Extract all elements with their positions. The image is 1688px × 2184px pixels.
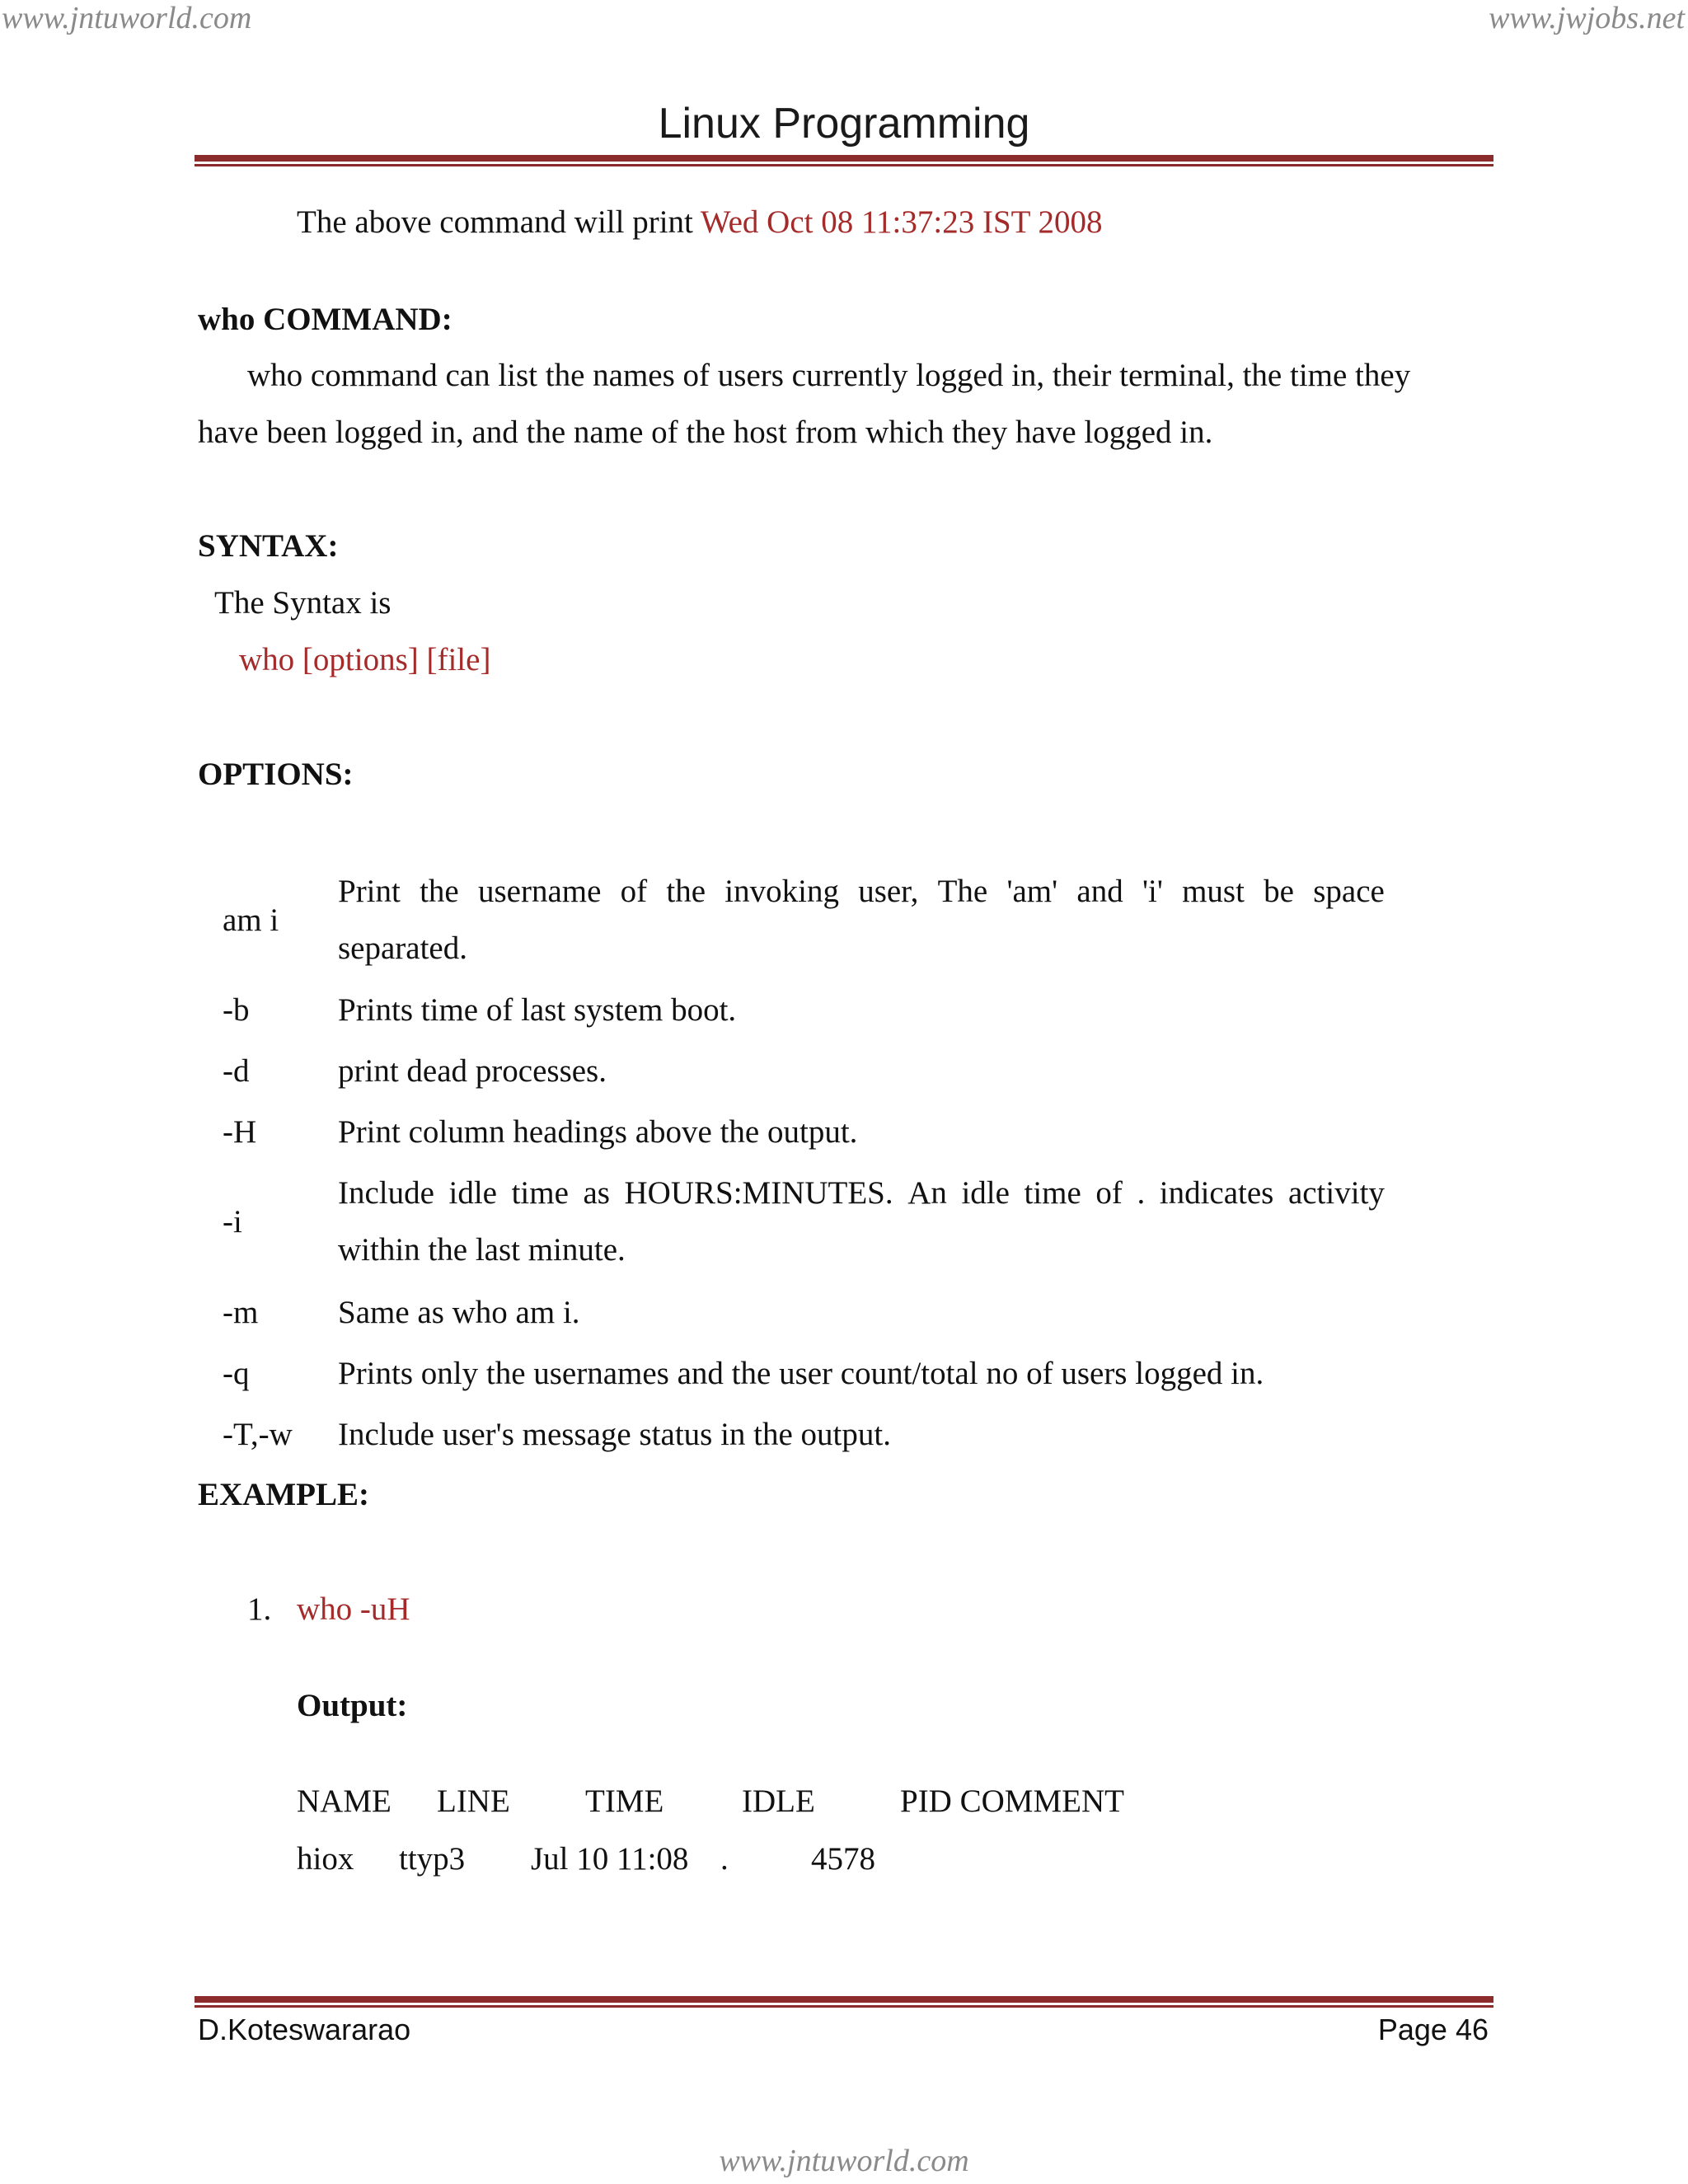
output-column-header: PID COMMENT (900, 1783, 1124, 1819)
option-flag: -T,-w (223, 1417, 293, 1452)
watermark-top-left: www.jntuworld.com (2, 1, 252, 35)
output-column-header: TIME (585, 1783, 664, 1819)
footer-rule-thick (195, 1996, 1493, 2003)
intro-line (297, 206, 1103, 238)
option-desc-word: time (1024, 1175, 1081, 1211)
watermark-top-right: www.jwjobs.net (1489, 1, 1685, 35)
option-flag: -i (223, 1204, 242, 1240)
page-title: Linux Programming (658, 100, 1030, 148)
option-desc-word: of (1095, 1175, 1123, 1211)
output-cell: ttyp3 (399, 1841, 466, 1877)
option-desc-word: idle (448, 1175, 497, 1211)
option-desc-word: Include (338, 1175, 434, 1211)
header-rule-thin (195, 164, 1493, 166)
who-heading: who COMMAND: (198, 302, 452, 337)
intro-output: Wed Oct 08 11:37:23 IST 2008 (700, 204, 1103, 240)
output-label: Output: (297, 1688, 408, 1723)
option-desc-justified (338, 1177, 1385, 1209)
output-cell: hiox (297, 1841, 354, 1877)
example-command: who -uH (297, 1591, 410, 1627)
option-desc-word: be (1264, 874, 1294, 909)
option-desc: Print column headings above the output. (338, 1114, 858, 1150)
option-desc-line2: within the last minute. (338, 1232, 626, 1268)
option-desc-word: space (1313, 874, 1385, 909)
option-flag: -b (223, 992, 250, 1028)
footer-author: D.Koteswararao (198, 2013, 411, 2046)
option-flag: -m (223, 1295, 259, 1330)
option-desc-word: must (1182, 874, 1245, 909)
option-desc: Same as who am i. (338, 1295, 580, 1330)
option-desc-word: . (1137, 1175, 1146, 1211)
option-desc-word: The (937, 874, 988, 909)
option-desc-word: invoking (724, 874, 839, 909)
option-desc-word: HOURS:MINUTES. (624, 1175, 893, 1211)
footer-rule-thin (195, 2005, 1493, 2008)
option-desc: print dead processes. (338, 1053, 607, 1089)
header-rule-thick (195, 155, 1493, 162)
output-column-header: NAME (297, 1783, 392, 1819)
option-desc-word: idle (961, 1175, 1010, 1211)
syntax-intro: The Syntax is (214, 585, 392, 621)
option-desc-word: as (583, 1175, 610, 1211)
option-desc-word: user, (858, 874, 919, 909)
who-desc-line2: have been logged in, and the name of the host from which they have logged in. (198, 415, 1213, 450)
option-desc-word: Print (338, 874, 401, 909)
option-flag: -H (223, 1114, 257, 1150)
output-cell: Jul 10 11:08 (531, 1841, 689, 1877)
example-item-number: 1. (247, 1591, 272, 1627)
option-desc-word: the (666, 874, 706, 909)
syntax-command: who [options] [file] (239, 642, 491, 677)
watermark-bottom: www.jntuworld.com (719, 2144, 969, 2178)
option-desc: Include user's message status in the output. (338, 1417, 891, 1452)
syntax-heading: SYNTAX: (198, 528, 339, 564)
option-desc: Prints time of last system boot. (338, 992, 737, 1028)
options-heading: OPTIONS: (198, 757, 354, 792)
option-desc-word: 'i' (1142, 874, 1163, 909)
option-desc-word: time (511, 1175, 569, 1211)
option-flag: am i (223, 902, 279, 938)
footer-page-number: Page 46 (1377, 2013, 1489, 2046)
option-flag: -d (223, 1053, 250, 1089)
example-heading: EXAMPLE: (198, 1477, 369, 1512)
option-desc-word: and (1076, 874, 1123, 909)
option-desc-word: 'am' (1006, 874, 1058, 909)
option-desc-justified (338, 875, 1385, 907)
output-cell: . (720, 1841, 729, 1877)
option-desc-word: username (477, 874, 602, 909)
option-desc-word: indicates (1159, 1175, 1274, 1211)
option-desc-word: An (907, 1175, 947, 1211)
output-column-header: IDLE (742, 1783, 815, 1819)
option-desc-word: activity (1287, 1175, 1385, 1211)
option-desc: Prints only the usernames and the user count/total no of users logged in. (338, 1356, 1264, 1391)
output-cell: 4578 (811, 1841, 875, 1877)
option-desc-word: of (620, 874, 648, 909)
option-desc-line2: separated. (338, 930, 467, 966)
output-column-header: LINE (437, 1783, 510, 1819)
intro-prefix: The above command will print (297, 204, 701, 240)
option-flag: -q (223, 1356, 250, 1391)
option-desc-word: the (420, 874, 459, 909)
who-desc-line1: who command can list the names of users currently logged in, their terminal, the time they (247, 358, 1411, 393)
